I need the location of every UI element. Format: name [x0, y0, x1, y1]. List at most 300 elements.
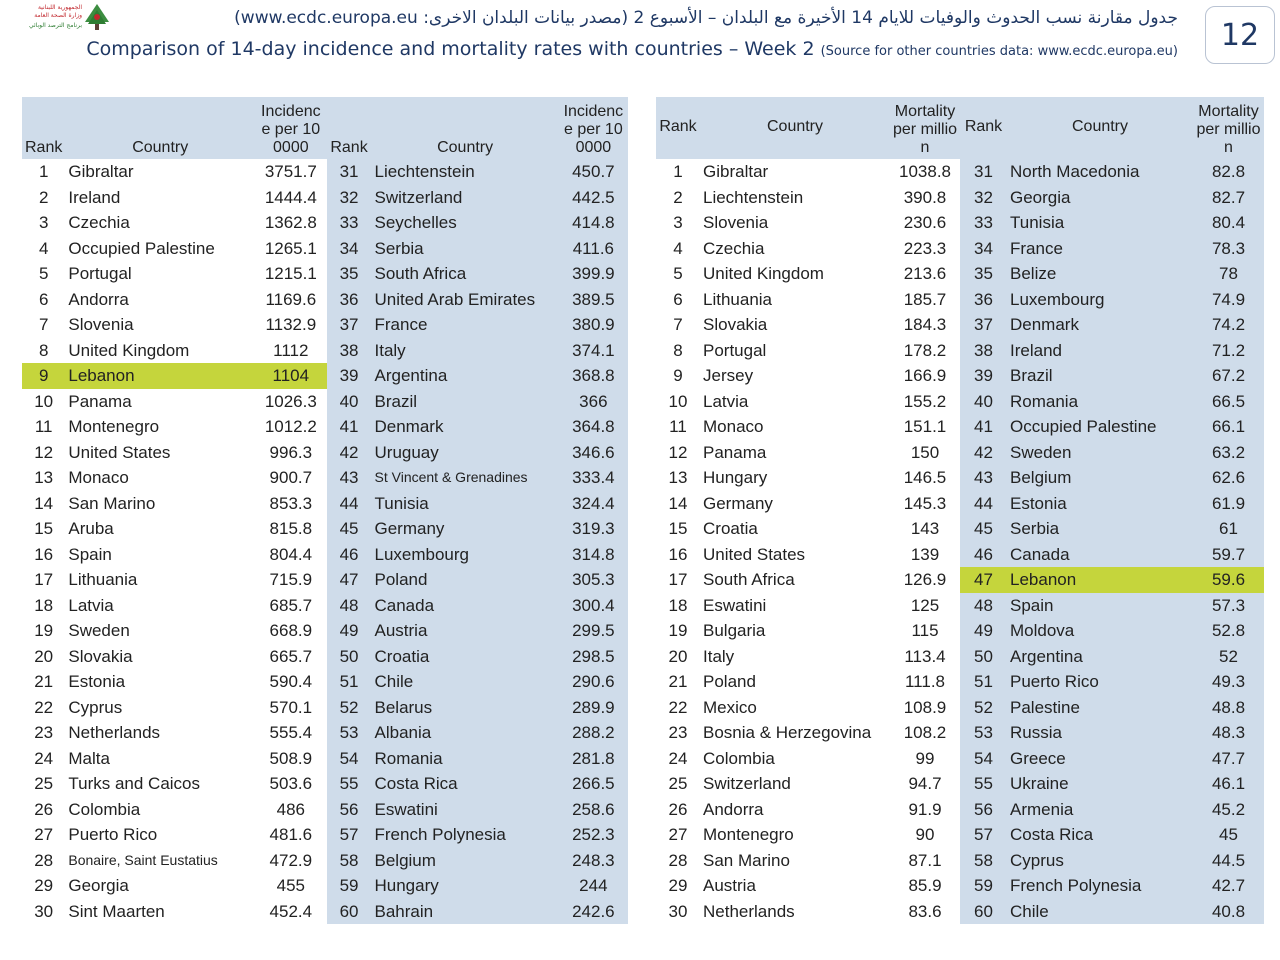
incidence-rank-cell: 52 — [327, 695, 372, 721]
incidence-header-value: Incidence per 100000 — [255, 97, 326, 159]
incidence-country-cell: Puerto Rico — [65, 822, 255, 848]
incidence-value-cell: 450.7 — [559, 159, 628, 185]
mortality-rank-cell: 24 — [656, 746, 700, 772]
incidence-rank-cell: 7 — [22, 312, 65, 338]
incidence-rank-cell: 14 — [22, 491, 65, 517]
mortality-country-cell: Belgium — [1007, 465, 1193, 491]
incidence-country-cell: Chile — [372, 669, 559, 695]
incidence-table-row — [22, 618, 628, 644]
mortality-country-cell: Latvia — [700, 389, 890, 415]
incidence-table-row — [22, 720, 628, 746]
mortality-country-cell: North Macedonia — [1007, 159, 1193, 185]
mortality-table-row — [656, 465, 1264, 491]
mortality-table-row — [656, 363, 1264, 389]
mortality-country-cell: Romania — [1007, 389, 1193, 415]
mortality-country-cell: Chile — [1007, 899, 1193, 925]
incidence-rank-cell: 26 — [22, 797, 65, 823]
mortality-rank-cell: 60 — [960, 899, 1007, 925]
incidence-value-cell: 364.8 — [559, 414, 628, 440]
incidence-country-cell: Occupied Palestine — [65, 236, 255, 262]
incidence-country-cell: Germany — [372, 516, 559, 542]
mortality-country-cell: Panama — [700, 440, 890, 466]
mortality-value-cell: 40.8 — [1193, 899, 1264, 925]
mortality-country-cell: Italy — [700, 644, 890, 670]
mortality-country-cell: Puerto Rico — [1007, 669, 1193, 695]
mortality-value-cell: 230.6 — [890, 210, 960, 236]
mortality-rank-cell: 9 — [656, 363, 700, 389]
incidence-table-row — [22, 312, 628, 338]
mortality-rank-cell: 53 — [960, 720, 1007, 746]
incidence-rank-cell: 16 — [22, 542, 65, 568]
mortality-table-row — [656, 593, 1264, 619]
incidence-value-cell: 996.3 — [255, 440, 326, 466]
incidence-value-cell: 685.7 — [255, 593, 326, 619]
incidence-country-cell: Romania — [372, 746, 559, 772]
mortality-rank-cell: 28 — [656, 848, 700, 874]
incidence-value-cell: 258.6 — [559, 797, 628, 823]
mortality-value-cell: 166.9 — [890, 363, 960, 389]
incidence-table-row — [22, 567, 628, 593]
incidence-rank-cell: 21 — [22, 669, 65, 695]
mortality-country-cell: Denmark — [1007, 312, 1193, 338]
mortality-rank-cell: 59 — [960, 873, 1007, 899]
mortality-country-cell: Estonia — [1007, 491, 1193, 517]
mortality-table-row — [656, 873, 1264, 899]
incidence-country-cell: Latvia — [65, 593, 255, 619]
incidence-rank-cell: 18 — [22, 593, 65, 619]
incidence-country-cell: Seychelles — [372, 210, 559, 236]
incidence-country-cell: Netherlands — [65, 720, 255, 746]
incidence-table-row — [22, 644, 628, 670]
incidence-country-cell: Serbia — [372, 236, 559, 262]
mortality-country-cell: Cyprus — [1007, 848, 1193, 874]
incidence-country-cell: Belarus — [372, 695, 559, 721]
mortality-country-cell: Monaco — [700, 414, 890, 440]
mortality-country-cell: Lithuania — [700, 287, 890, 313]
mortality-value-cell: 139 — [890, 542, 960, 568]
incidence-value-cell: 290.6 — [559, 669, 628, 695]
mortality-value-cell: 66.5 — [1193, 389, 1264, 415]
mortality-value-cell: 48.3 — [1193, 720, 1264, 746]
incidence-rank-cell: 57 — [327, 822, 372, 848]
incidence-country-cell: Croatia — [372, 644, 559, 670]
mortality-rank-cell: 49 — [960, 618, 1007, 644]
mortality-rank-cell: 52 — [960, 695, 1007, 721]
incidence-country-cell: Bahrain — [372, 899, 559, 925]
incidence-rank-cell: 38 — [327, 338, 372, 364]
mortality-country-cell: Russia — [1007, 720, 1193, 746]
incidence-table-row — [22, 899, 628, 925]
mortality-rank-cell: 48 — [960, 593, 1007, 619]
mortality-country-cell: French Polynesia — [1007, 873, 1193, 899]
mortality-table-row — [656, 567, 1264, 593]
mortality-value-cell: 185.7 — [890, 287, 960, 313]
incidence-header-rank: Rank — [22, 97, 65, 159]
mortality-value-cell: 125 — [890, 593, 960, 619]
mortality-value-cell: 45 — [1193, 822, 1264, 848]
incidence-country-cell: United Arab Emirates — [372, 287, 559, 313]
incidence-value-cell: 281.8 — [559, 746, 628, 772]
incidence-country-cell: Eswatini — [372, 797, 559, 823]
incidence-table-row — [22, 236, 628, 262]
incidence-rank-cell: 15 — [22, 516, 65, 542]
mortality-header-value: Mortality per million — [890, 97, 960, 159]
incidence-table-row — [22, 363, 628, 389]
mortality-value-cell: 52 — [1193, 644, 1264, 670]
incidence-table-row — [22, 287, 628, 313]
incidence-rank-cell: 2 — [22, 185, 65, 211]
incidence-rank-cell: 51 — [327, 669, 372, 695]
incidence-rank-cell: 10 — [22, 389, 65, 415]
incidence-value-cell: 665.7 — [255, 644, 326, 670]
incidence-value-cell: 715.9 — [255, 567, 326, 593]
mortality-country-cell: Armenia — [1007, 797, 1193, 823]
incidence-table-row — [22, 185, 628, 211]
mortality-country-cell: United Kingdom — [700, 261, 890, 287]
incidence-value-cell: 3751.7 — [255, 159, 326, 185]
mortality-country-cell: Canada — [1007, 542, 1193, 568]
incidence-table-row — [22, 465, 628, 491]
incidence-value-cell: 289.9 — [559, 695, 628, 721]
mortality-country-cell: Brazil — [1007, 363, 1193, 389]
incidence-country-cell: Montenegro — [65, 414, 255, 440]
mortality-rank-cell: 51 — [960, 669, 1007, 695]
mortality-rank-cell: 15 — [656, 516, 700, 542]
mortality-country-cell: Greece — [1007, 746, 1193, 772]
incidence-value-cell: 1104 — [255, 363, 326, 389]
incidence-table-row — [22, 440, 628, 466]
incidence-country-cell: Estonia — [65, 669, 255, 695]
mortality-table-row — [656, 746, 1264, 772]
incidence-country-cell: Sweden — [65, 618, 255, 644]
mortality-country-cell: Ukraine — [1007, 771, 1193, 797]
incidence-value-cell: 411.6 — [559, 236, 628, 262]
incidence-country-cell: Portugal — [65, 261, 255, 287]
mortality-rank-cell: 14 — [656, 491, 700, 517]
incidence-country-cell: French Polynesia — [372, 822, 559, 848]
mortality-country-cell: South Africa — [700, 567, 890, 593]
mortality-value-cell: 223.3 — [890, 236, 960, 262]
incidence-country-cell: Georgia — [65, 873, 255, 899]
mortality-value-cell: 62.6 — [1193, 465, 1264, 491]
mortality-rank-cell: 3 — [656, 210, 700, 236]
incidence-country-cell: Colombia — [65, 797, 255, 823]
incidence-value-cell: 242.6 — [559, 899, 628, 925]
incidence-country-cell: Slovakia — [65, 644, 255, 670]
mortality-value-cell: 61 — [1193, 516, 1264, 542]
title-source-note: (Source for other countries data: www.ecdc.europa.eu) — [820, 44, 1178, 59]
mortality-country-cell: Costa Rica — [1007, 822, 1193, 848]
incidence-country-cell: Albania — [372, 720, 559, 746]
mortality-rank-cell: 45 — [960, 516, 1007, 542]
mortality-value-cell: 146.5 — [890, 465, 960, 491]
mortality-rank-cell: 38 — [960, 338, 1007, 364]
incidence-rank-cell: 13 — [22, 465, 65, 491]
mortality-value-cell: 45.2 — [1193, 797, 1264, 823]
mortality-rank-cell: 13 — [656, 465, 700, 491]
mortality-rank-cell: 23 — [656, 720, 700, 746]
mortality-value-cell: 74.2 — [1193, 312, 1264, 338]
mortality-value-cell: 67.2 — [1193, 363, 1264, 389]
incidence-country-cell: Canada — [372, 593, 559, 619]
incidence-rank-cell: 28 — [22, 848, 65, 874]
mortality-country-cell: Andorra — [700, 797, 890, 823]
mortality-country-cell: Luxembourg — [1007, 287, 1193, 313]
incidence-table-row — [22, 414, 628, 440]
mortality-value-cell: 59.6 — [1193, 567, 1264, 593]
mortality-table-row — [656, 720, 1264, 746]
mortality-table-row — [656, 287, 1264, 313]
mortality-country-cell: Tunisia — [1007, 210, 1193, 236]
incidence-rank-cell: 3 — [22, 210, 65, 236]
mortality-value-cell: 49.3 — [1193, 669, 1264, 695]
incidence-value-cell: 853.3 — [255, 491, 326, 517]
mortality-rank-cell: 32 — [960, 185, 1007, 211]
incidence-value-cell: 314.8 — [559, 542, 628, 568]
mortality-table-row — [656, 440, 1264, 466]
mortality-country-cell: Lebanon — [1007, 567, 1193, 593]
mortality-rank-cell: 35 — [960, 261, 1007, 287]
mortality-value-cell: 1038.8 — [890, 159, 960, 185]
mortality-value-cell: 52.8 — [1193, 618, 1264, 644]
mortality-rank-cell: 11 — [656, 414, 700, 440]
incidence-rank-cell: 22 — [22, 695, 65, 721]
mortality-table-row — [656, 185, 1264, 211]
mortality-table-row — [656, 312, 1264, 338]
mortality-header-country: Country — [700, 97, 890, 159]
incidence-table-row — [22, 516, 628, 542]
mortality-table-row — [656, 338, 1264, 364]
mortality-rank-cell: 46 — [960, 542, 1007, 568]
mortality-country-cell: Bulgaria — [700, 618, 890, 644]
incidence-rank-cell: 35 — [327, 261, 372, 287]
incidence-rank-cell: 49 — [327, 618, 372, 644]
incidence-value-cell: 804.4 — [255, 542, 326, 568]
incidence-country-cell: Sint Maarten — [65, 899, 255, 925]
incidence-country-cell: Ireland — [65, 185, 255, 211]
mortality-value-cell: 42.7 — [1193, 873, 1264, 899]
incidence-rank-cell: 60 — [327, 899, 372, 925]
mortality-value-cell: 61.9 — [1193, 491, 1264, 517]
mortality-value-cell: 184.3 — [890, 312, 960, 338]
incidence-value-cell: 815.8 — [255, 516, 326, 542]
incidence-table-row — [22, 771, 628, 797]
incidence-rank-cell: 17 — [22, 567, 65, 593]
mortality-value-cell: 80.4 — [1193, 210, 1264, 236]
mortality-value-cell: 108.9 — [890, 695, 960, 721]
mortality-rank-cell: 37 — [960, 312, 1007, 338]
mortality-rank-cell: 40 — [960, 389, 1007, 415]
incidence-rank-cell: 53 — [327, 720, 372, 746]
incidence-value-cell: 305.3 — [559, 567, 628, 593]
incidence-table-row — [22, 593, 628, 619]
incidence-table-row — [22, 210, 628, 236]
page-number: 12 — [1205, 6, 1275, 64]
incidence-value-cell: 503.6 — [255, 771, 326, 797]
incidence-rank-cell: 30 — [22, 899, 65, 925]
incidence-value-cell: 508.9 — [255, 746, 326, 772]
incidence-country-cell: Andorra — [65, 287, 255, 313]
incidence-value-cell: 1012.2 — [255, 414, 326, 440]
incidence-rank-cell: 48 — [327, 593, 372, 619]
incidence-country-cell: Panama — [65, 389, 255, 415]
incidence-rank-cell: 54 — [327, 746, 372, 772]
mortality-value-cell: 90 — [890, 822, 960, 848]
incidence-value-cell: 414.8 — [559, 210, 628, 236]
mortality-table-row — [656, 822, 1264, 848]
mortality-country-cell: Argentina — [1007, 644, 1193, 670]
mortality-country-cell: Colombia — [700, 746, 890, 772]
incidence-table-row — [22, 261, 628, 287]
incidence-header-row — [22, 97, 628, 159]
incidence-table-row — [22, 848, 628, 874]
mortality-rank-cell: 54 — [960, 746, 1007, 772]
mortality-table-row — [656, 516, 1264, 542]
mortality-country-cell: Mexico — [700, 695, 890, 721]
incidence-table-row — [22, 491, 628, 517]
mortality-table-row — [656, 159, 1264, 185]
mortality-value-cell: 126.9 — [890, 567, 960, 593]
incidence-value-cell: 668.9 — [255, 618, 326, 644]
mortality-rank-cell: 33 — [960, 210, 1007, 236]
incidence-value-cell: 1215.1 — [255, 261, 326, 287]
incidence-value-cell: 266.5 — [559, 771, 628, 797]
mortality-table-row — [656, 771, 1264, 797]
mortality-country-cell: Czechia — [700, 236, 890, 262]
mortality-table-row — [656, 669, 1264, 695]
mortality-country-cell: Gibraltar — [700, 159, 890, 185]
incidence-country-cell: Bonaire, Saint Eustatius — [65, 848, 255, 874]
incidence-value-cell: 252.3 — [559, 822, 628, 848]
mortality-country-cell: Poland — [700, 669, 890, 695]
incidence-value-cell: 1169.6 — [255, 287, 326, 313]
incidence-value-cell: 288.2 — [559, 720, 628, 746]
mortality-table-row — [656, 644, 1264, 670]
mortality-table-row — [656, 848, 1264, 874]
incidence-value-cell: 380.9 — [559, 312, 628, 338]
incidence-country-cell: Gibraltar — [65, 159, 255, 185]
mortality-country-cell: Spain — [1007, 593, 1193, 619]
incidence-rank-cell: 43 — [327, 465, 372, 491]
mortality-value-cell: 94.7 — [890, 771, 960, 797]
slide-header — [0, 0, 1280, 90]
incidence-country-cell: Turks and Caicos — [65, 771, 255, 797]
mortality-country-cell: Moldova — [1007, 618, 1193, 644]
incidence-country-cell: South Africa — [372, 261, 559, 287]
incidence-country-cell: Brazil — [372, 389, 559, 415]
mortality-value-cell: 44.5 — [1193, 848, 1264, 874]
mortality-table-row — [656, 210, 1264, 236]
mortality-country-cell: Sweden — [1007, 440, 1193, 466]
incidence-country-cell: Lithuania — [65, 567, 255, 593]
incidence-value-cell: 1026.3 — [255, 389, 326, 415]
incidence-rank-cell: 9 — [22, 363, 65, 389]
incidence-rank-cell: 27 — [22, 822, 65, 848]
mortality-value-cell: 82.8 — [1193, 159, 1264, 185]
incidence-rank-cell: 33 — [327, 210, 372, 236]
incidence-value-cell: 298.5 — [559, 644, 628, 670]
mortality-rank-cell: 25 — [656, 771, 700, 797]
incidence-rank-cell: 36 — [327, 287, 372, 313]
incidence-value-cell: 481.6 — [255, 822, 326, 848]
incidence-rank-cell: 6 — [22, 287, 65, 313]
mortality-value-cell: 78.3 — [1193, 236, 1264, 262]
mortality-country-cell: France — [1007, 236, 1193, 262]
mortality-value-cell: 87.1 — [890, 848, 960, 874]
ministry-logo — [8, 2, 112, 42]
incidence-rank-cell: 20 — [22, 644, 65, 670]
mortality-country-cell: Occupied Palestine — [1007, 414, 1193, 440]
incidence-value-cell: 555.4 — [255, 720, 326, 746]
incidence-country-cell: Belgium — [372, 848, 559, 874]
cedar-icon — [82, 2, 112, 32]
incidence-country-cell: Tunisia — [372, 491, 559, 517]
mortality-rank-cell: 26 — [656, 797, 700, 823]
incidence-country-cell: Hungary — [372, 873, 559, 899]
incidence-value-cell: 455 — [255, 873, 326, 899]
mortality-value-cell: 390.8 — [890, 185, 960, 211]
incidence-country-cell: Malta — [65, 746, 255, 772]
incidence-country-cell: Aruba — [65, 516, 255, 542]
mortality-rank-cell: 1 — [656, 159, 700, 185]
mortality-country-cell: United States — [700, 542, 890, 568]
mortality-value-cell: 74.9 — [1193, 287, 1264, 313]
mortality-country-cell: Jersey — [700, 363, 890, 389]
mortality-rank-cell: 29 — [656, 873, 700, 899]
mortality-rank-cell: 58 — [960, 848, 1007, 874]
mortality-value-cell: 63.2 — [1193, 440, 1264, 466]
mortality-value-cell: 111.8 — [890, 669, 960, 695]
incidence-rank-cell: 41 — [327, 414, 372, 440]
incidence-country-cell: France — [372, 312, 559, 338]
mortality-header-country-2: Country — [1007, 97, 1193, 159]
incidence-rank-cell: 45 — [327, 516, 372, 542]
incidence-value-cell: 300.4 — [559, 593, 628, 619]
mortality-rank-cell: 19 — [656, 618, 700, 644]
mortality-country-cell: Serbia — [1007, 516, 1193, 542]
logo-text-ministry: وزارة الصحة العامة — [34, 12, 82, 19]
incidence-rank-cell: 31 — [327, 159, 372, 185]
mortality-value-cell: 91.9 — [890, 797, 960, 823]
incidence-rank-cell: 11 — [22, 414, 65, 440]
incidence-value-cell: 374.1 — [559, 338, 628, 364]
incidence-rank-cell: 56 — [327, 797, 372, 823]
incidence-rank-cell: 34 — [327, 236, 372, 262]
incidence-country-cell: Lebanon — [65, 363, 255, 389]
incidence-country-cell: St Vincent & Grenadines — [372, 465, 559, 491]
incidence-value-cell: 1362.8 — [255, 210, 326, 236]
incidence-rank-cell: 42 — [327, 440, 372, 466]
mortality-country-cell: Switzerland — [700, 771, 890, 797]
incidence-country-cell: United States — [65, 440, 255, 466]
mortality-value-cell: 155.2 — [890, 389, 960, 415]
incidence-value-cell: 324.4 — [559, 491, 628, 517]
mortality-rank-cell: 30 — [656, 899, 700, 925]
incidence-table-row — [22, 542, 628, 568]
incidence-value-cell: 333.4 — [559, 465, 628, 491]
mortality-rank-cell: 2 — [656, 185, 700, 211]
mortality-table-row — [656, 618, 1264, 644]
mortality-value-cell: 46.1 — [1193, 771, 1264, 797]
mortality-country-cell: Eswatini — [700, 593, 890, 619]
mortality-rank-cell: 57 — [960, 822, 1007, 848]
mortality-country-cell: Bosnia & Herzegovina — [700, 720, 890, 746]
incidence-country-cell: Costa Rica — [372, 771, 559, 797]
mortality-rank-cell: 36 — [960, 287, 1007, 313]
mortality-rank-cell: 43 — [960, 465, 1007, 491]
mortality-rank-cell: 12 — [656, 440, 700, 466]
mortality-country-cell: Slovenia — [700, 210, 890, 236]
